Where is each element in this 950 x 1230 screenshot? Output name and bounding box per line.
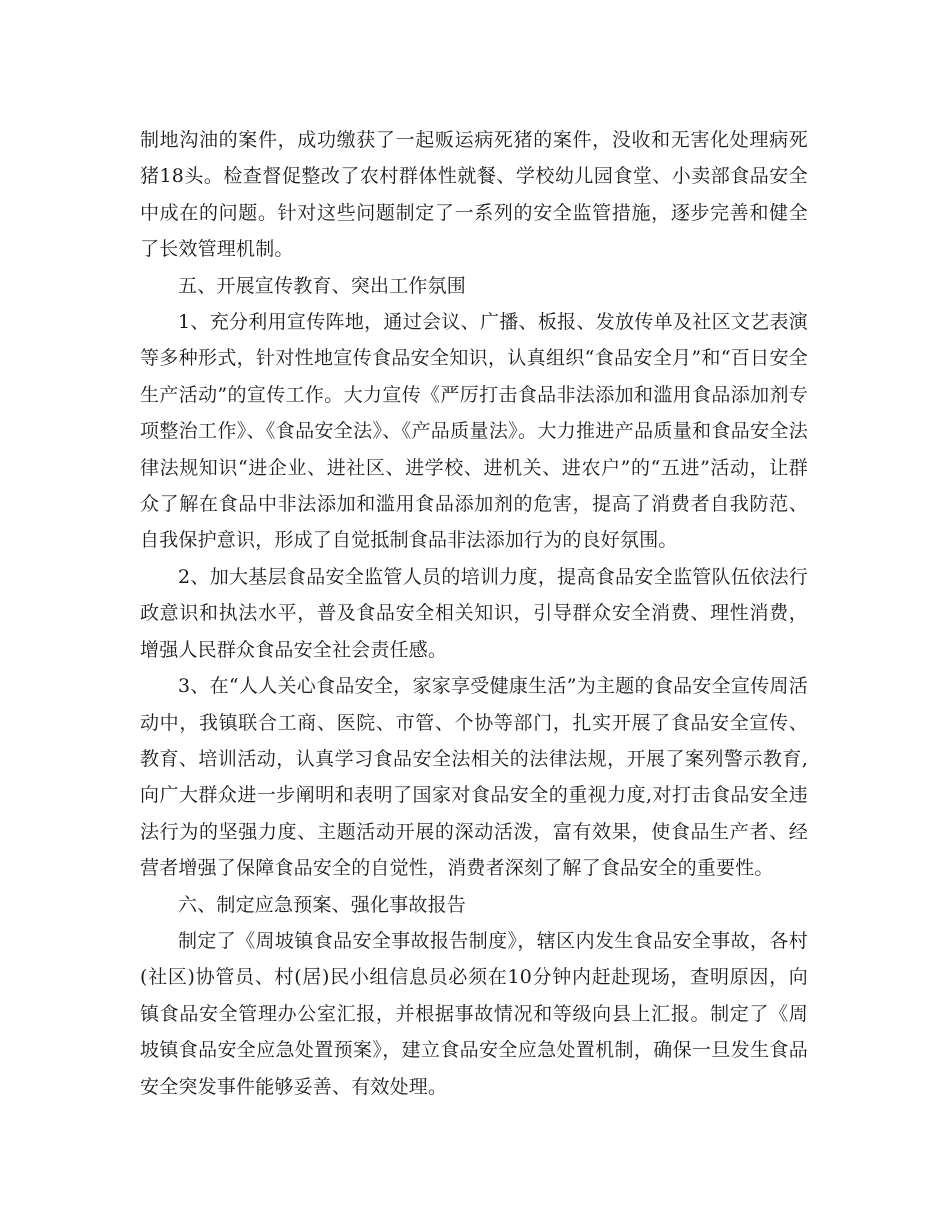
paragraph-continuation: 制地沟油的案件，成功缴获了一起贩运病死猪的案件，没收和无害化处理病死猪18头。检查督促整改了农村群体性就餐、学校幼儿园食堂、小卖部食品安全中成在的问题。针对这些问题制定了一系列的安全监管措施，逐步完善和健全了长效管理机制。 — [140, 129, 808, 261]
paragraph-emergency-plan: 制定了《周坡镇食品安全事故报告制度》，辖区内发生食品安全事故，各村(社区)协管员、村(居)民小组信息员必须在10分钟内赶赴现场，查明原因，向镇食品安全管理办公室汇报，并根据事故情况和等级向县上汇报。制定了《周坡镇食品安全应急处置预案》，建立食品安全应急处置机制，确保一旦发生食品安全突发事件能够妥善、有效处理。 — [140, 929, 808, 1098]
paragraph-publicity-1: 1、充分利用宣传阵地，通过会议、广播、板报、发放传单及社区文艺表演等多种形式，针对性地宣传食品安全知识，认真组织“食品安全月”和“百日安全生产活动”的宣传工作。大力宣传《严厉打击食品非法添加和滥用食品添加剂专项整治工作》、《食品安全法》、《产品质量法》。大力推进产品质量和食品安全法律法规知识“进企业、进社区、进学校、进机关、进农户”的“五进”活动，让群众了解在食品中非法添加和滥用食品添加剂的危害，提高了消费者自我防范、自我保护意识，形成了自觉抵制食品非法添加行为的良好氛围。 — [140, 311, 808, 552]
document-body — [140, 122, 808, 1105]
paragraph-campaign-3: 3、在“人人关心食品安全，家家享受健康生活”为主题的食品安全宣传周活动中，我镇联合工商、医院、市管、个协等部门，扎实开展了食品安全宣传、教育、培训活动，认真学习食品安全法相关的法律法规，开展了案列警示教育,向广大群众进一步阐明和表明了国家对食品安全的重视力度,对打击食品安全违法行为的坚强力度、主题活动开展的深动活泼，富有效果，使食品生产者、经营者增强了保障食品安全的自觉性，消费者深刻了解了食品安全的重要性。 — [140, 675, 808, 880]
paragraph-training-2: 2、加大基层食品安全监管人员的培训力度，提高食品安全监管队伍依法行政意识和执法水平，普及食品安全相关知识，引导群众安全消费、理性消费，增强人民群众食品安全社会责任感。 — [140, 565, 808, 661]
section-heading-six: 六、制定应急预案、强化事故报告 — [178, 893, 467, 916]
section-heading-five: 五、开展宣传教育、突出工作氛围 — [178, 274, 467, 297]
